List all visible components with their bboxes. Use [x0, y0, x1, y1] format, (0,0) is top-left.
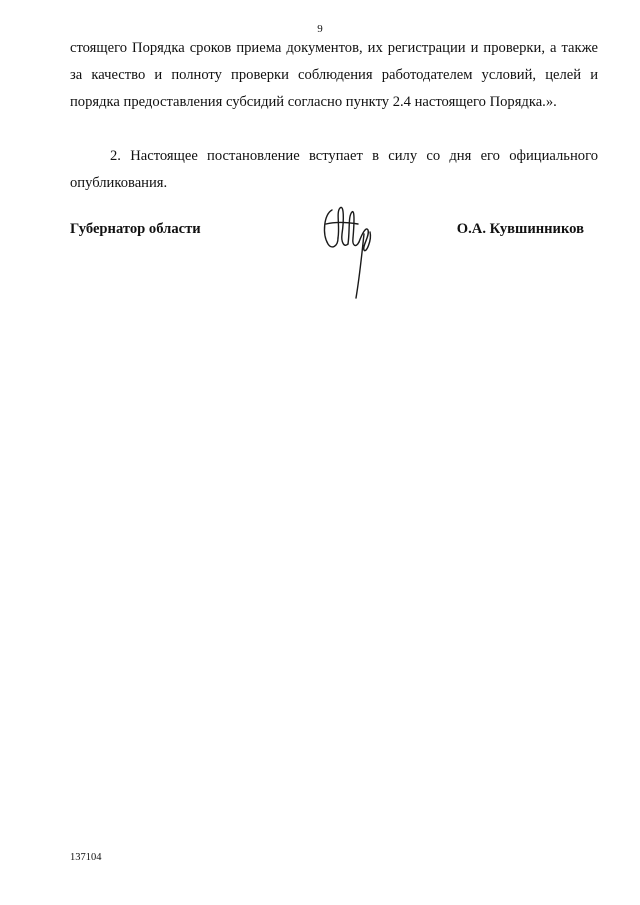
paragraph-procedure-responsibility: стоящего Порядка сроков приема документов, их регистрации и проверки, а также за качество и полноту проверки соблюдения работодателем условий, целей и порядка предоставления субсидий согласно пункту 2.4 настоящего Порядка.». [70, 40, 598, 110]
position-title: Губернатор области [70, 221, 201, 237]
signer-name: О.А. Кувшинников [456, 221, 584, 237]
document-code: 137104 [70, 852, 102, 863]
handwritten-signature-icon [318, 200, 378, 302]
page-number: 9 [317, 23, 323, 35]
paragraph-entry-into-force: 2. Настоящее постановление вступает в силу со дня его официального опубликования. [70, 148, 598, 191]
